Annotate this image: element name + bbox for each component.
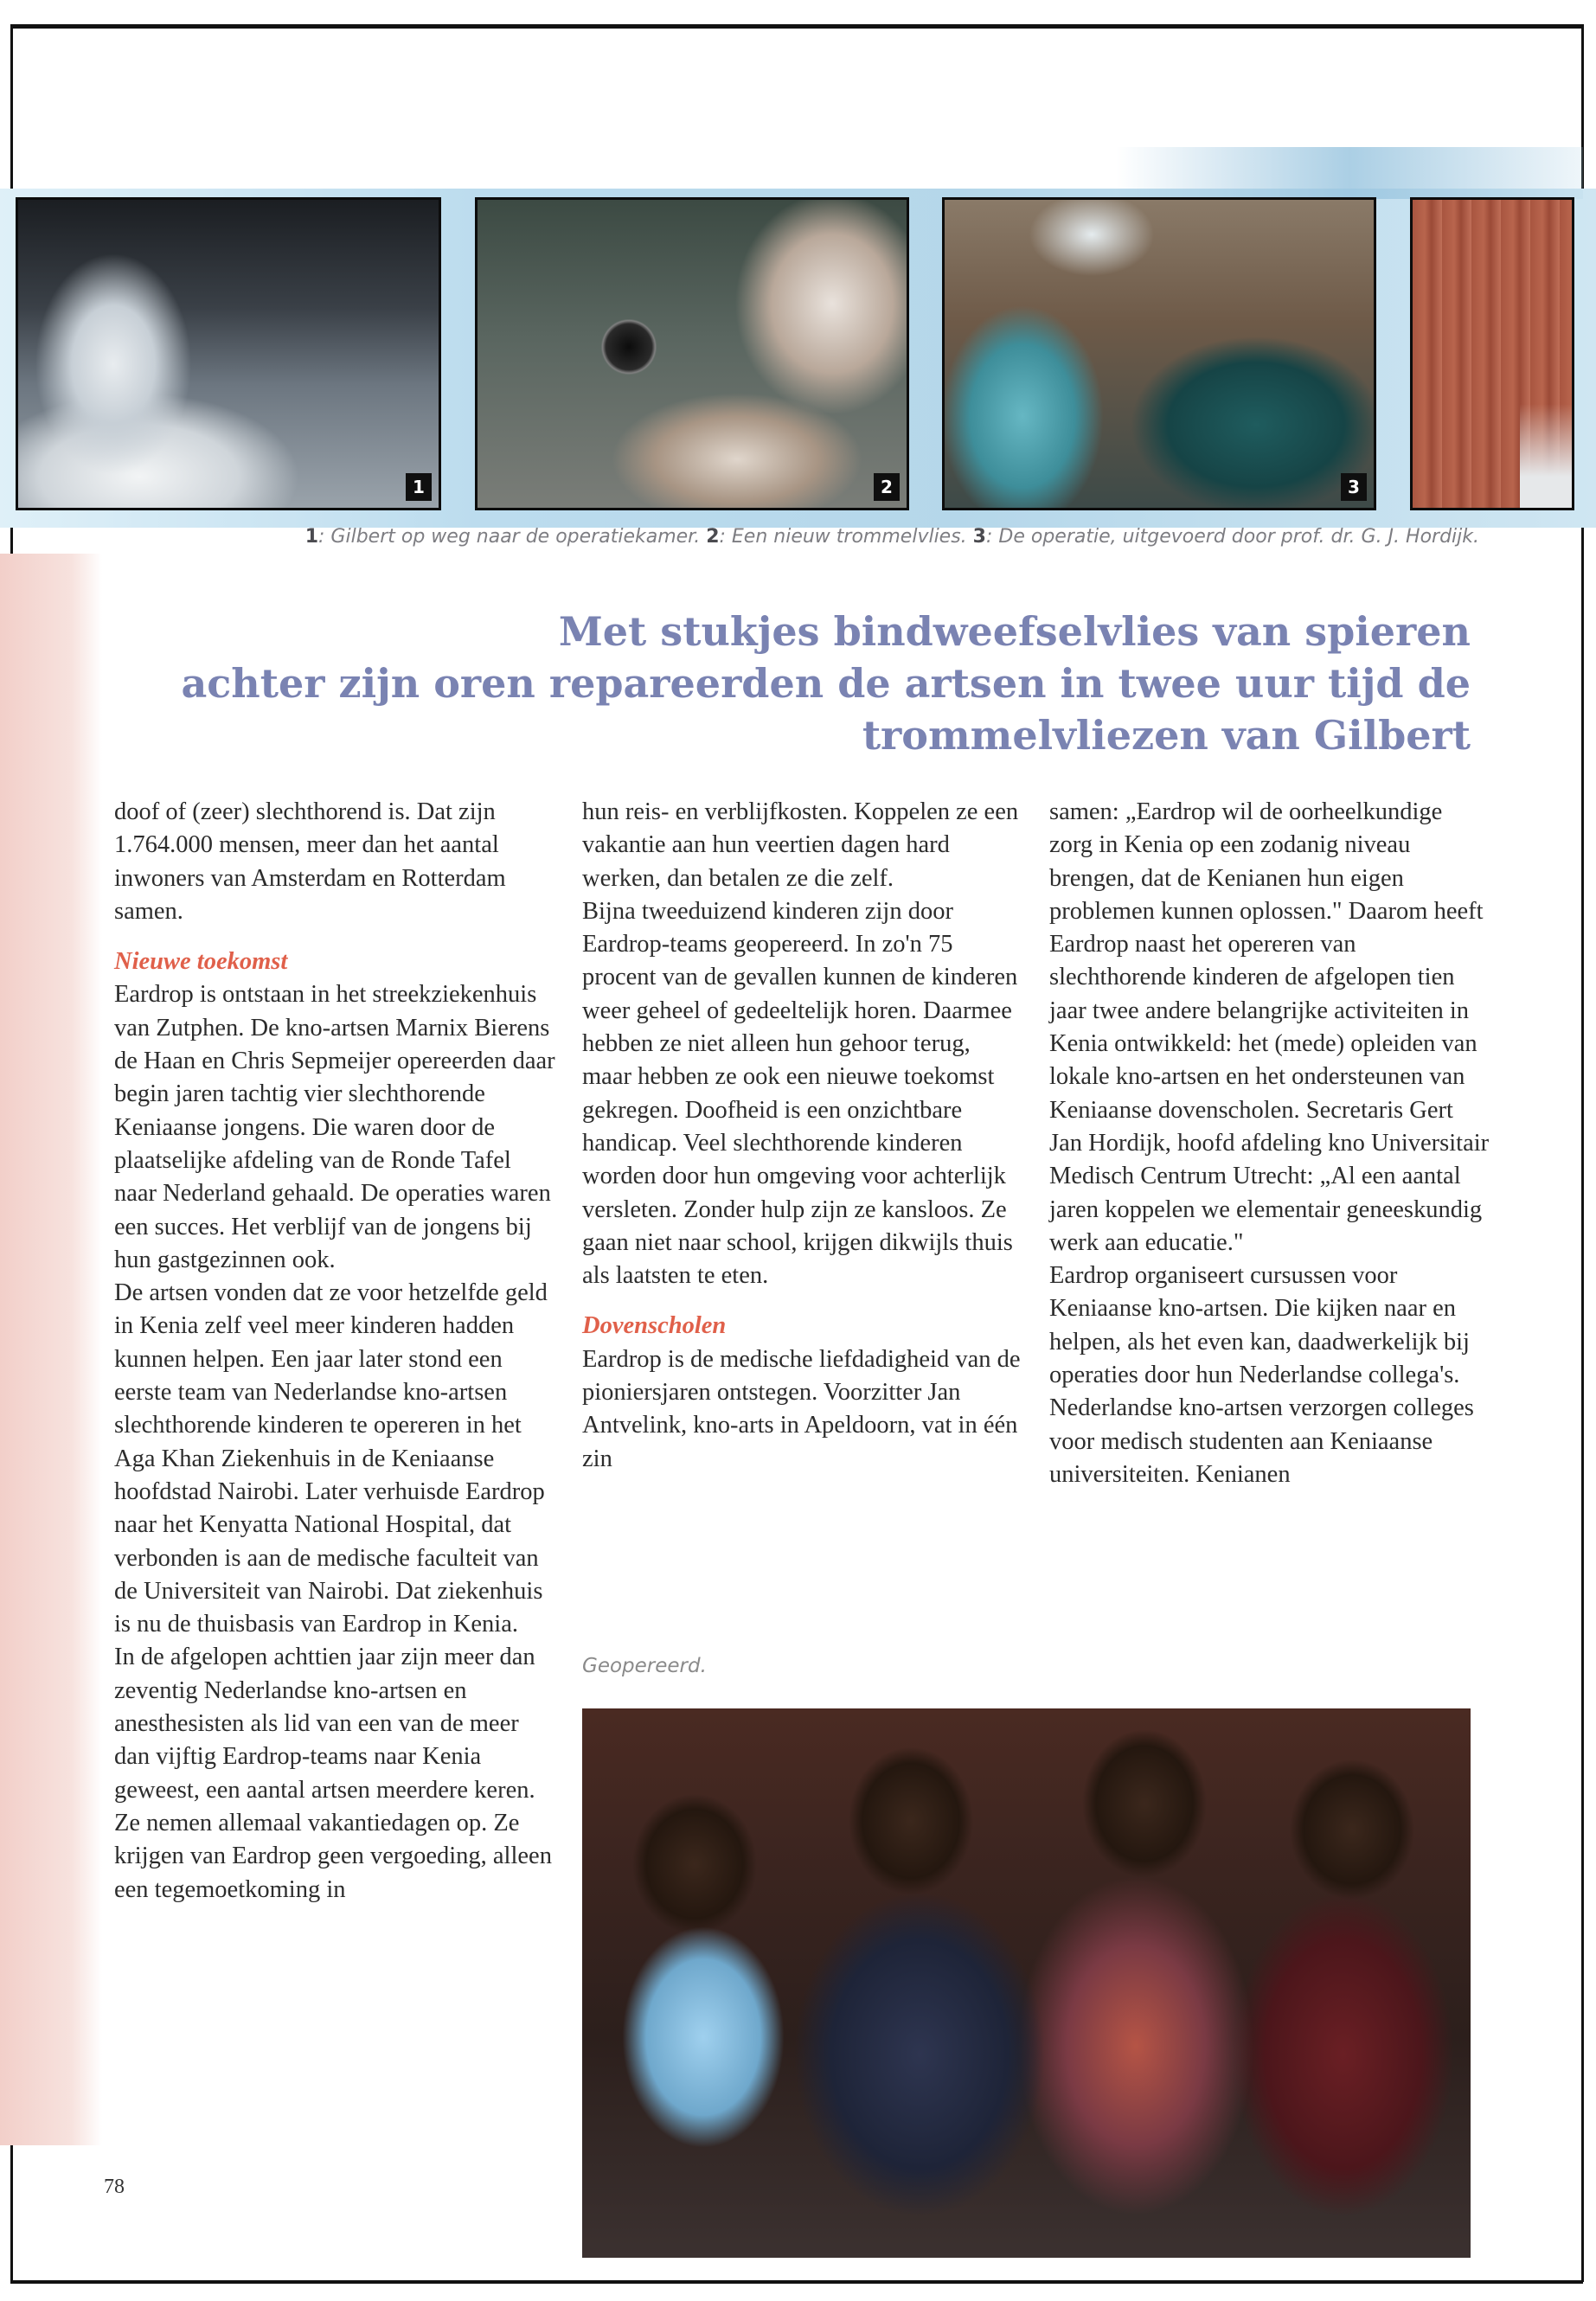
caption-text-2: : Een nieuw trommelvlies. (719, 526, 973, 548)
headline-line-3: trommelvliezen van Gilbert (862, 712, 1471, 759)
photo-gilbert-to-operating-room (16, 197, 441, 510)
photo-number-badge: 2 (874, 473, 900, 501)
headline-line-1: Met stukjes bindweefselvlies van spieren (558, 608, 1471, 655)
brush-streak (1116, 147, 1583, 199)
photo-cropped-wall (1410, 197, 1574, 510)
article-headline (156, 606, 1471, 761)
article-column-2 (582, 796, 1023, 1476)
caption-text-3: : De operatie, uitgevoerd door prof. dr. G. J. Hordijk. (985, 526, 1479, 548)
group-photo-operated-boys (582, 1708, 1471, 2258)
photo-number-badge: 1 (406, 473, 432, 501)
caption-number-3: 3 (972, 526, 986, 548)
subheading-dovenscholen: Dovenscholen (582, 1312, 727, 1340)
paragraph: Eardrop organiseert cursussen voor Keniaanse kno-artsen. Die kijken naar en helpen, als het even kan, daadwerkelijk bij operaties door hun Nederlandse collega's. Nederlandse kno-artsen verzorgen colleges voor medisch studenten aan Keniaanse universiteiten. Kenianen (1049, 1262, 1474, 1488)
frame-bottom-line (10, 2280, 1583, 2284)
page-number: 78 (104, 2176, 125, 2198)
article-column-3 (1049, 796, 1490, 1491)
headline-line-2: achter zijn oren repareerden de artsen in twee uur tijd de (181, 660, 1471, 707)
frame-top-line (10, 24, 1583, 29)
article-column-1 (114, 796, 555, 1907)
photo-operation (942, 197, 1376, 510)
paragraph: samen: „Eardrop wil de oorheelkundige zorg in Kenia op een zodanig niveau brengen, dat de Kenianen hun eigen problemen kunnen oplossen." Daarom heeft Eardrop naast het opereren van slechthorende kinderen de afgelopen tien jaar twee andere belangrijke activiteiten in Kenia ontwikkeld: het (mede) opleiden van lokale kno-artsen en het ondersteunen van Keniaanse dovenscholen. Secretaris Gert Jan Hordijk, hoofd afdeling kno Universitair Medisch Centrum Utrecht: „Al een aantal jaren koppelen we elementair geneeskundig werk aan educatie." (1049, 798, 1490, 1256)
paragraph: hun reis- en verblijfkosten. Koppelen ze een vakantie aan hun veertien dagen hard werken, dan betalen ze die zelf. (582, 798, 1019, 892)
photo-new-eardrum (475, 197, 909, 510)
caption-text-1: : Gilbert op weg naar de operatiekamer. (318, 526, 707, 548)
paragraph: Eardrop is ontstaan in het streekziekenhuis van Zutphen. De kno-artsen Marnix Bierens de Haan en Chris Sepmeijer opereerden daar begin jaren tachtig vier slechthorende Keniaanse jongens. Die waren door de plaatselijke afdeling van de Ronde Tafel naar Nederland gehaald. De operaties waren een succes. Het verblijf van de jongens bij hun gastgezinnen ook. (114, 981, 555, 1273)
paragraph: Bijna tweeduizend kinderen zijn door Eardrop-teams geopereerd. In zo'n 75 procent van de gevallen kunnen de kinderen weer geheel of gedeeltelijk horen. Daarmee hebben ze niet alleen hun gehoor terug, maar hebben ze ook een nieuwe toekomst gekregen. Doofheid is een onzichtbare handicap. Veel slechthorende kinderen worden door hun omgeving voor achterlijk versleten. Zonder hulp zijn ze kansloos. Ze gaan niet naar school, krijgen dikwijls thuis als laatsten te eten. (582, 897, 1018, 1290)
paragraph: Eardrop is de medische liefdadigheid van de pioniersjaren ontstegen. Voorzitter Jan Antvelink, kno-arts in Apeldoorn, vat in één zin (582, 1345, 1021, 1472)
subheading-nieuwe-toekomst: Nieuwe toekomst (114, 948, 288, 976)
group-photo-caption: Geopereerd. (582, 1655, 707, 1677)
photo-number-badge: 3 (1341, 473, 1367, 501)
paragraph: doof of (zeer) slechthorend is. Dat zijn 1.764.000 mensen, meer dan het aantal inwoners van Amsterdam en Rotterdam samen. (114, 798, 506, 925)
caption-number-1: 1 (304, 526, 319, 548)
photo-strip-caption (156, 526, 1479, 548)
pink-margin-decoration (0, 554, 102, 2145)
caption-number-2: 2 (706, 526, 720, 548)
paragraph: In de afgelopen achttien jaar zijn meer dan zeventig Nederlandse kno-artsen en anesthesisten als lid van een van de meer dan vijftig Eardrop-teams naar Kenia geweest, een aantal artsen meerdere keren. Ze nemen allemaal vakantiedagen op. Ze krijgen van Eardrop geen vergoeding, alleen een tegemoetkoming in (114, 1644, 552, 1903)
paragraph: De artsen vonden dat ze voor hetzelfde geld in Kenia zelf veel meer kinderen hadden kunnen helpen. Een jaar later stond een eerste team van Nederlandse kno-artsen slechthorende kinderen te opereren in het Aga Khan Ziekenhuis in de Keniaanse hoofdstad Nairobi. Later verhuisde Eardrop naar het Kenyatta National Hospital, dat verbonden is aan de medische faculteit van de Universiteit van Nairobi. Dat ziekenhuis is nu de thuisbasis van Eardrop in Kenia. (114, 1279, 548, 1638)
